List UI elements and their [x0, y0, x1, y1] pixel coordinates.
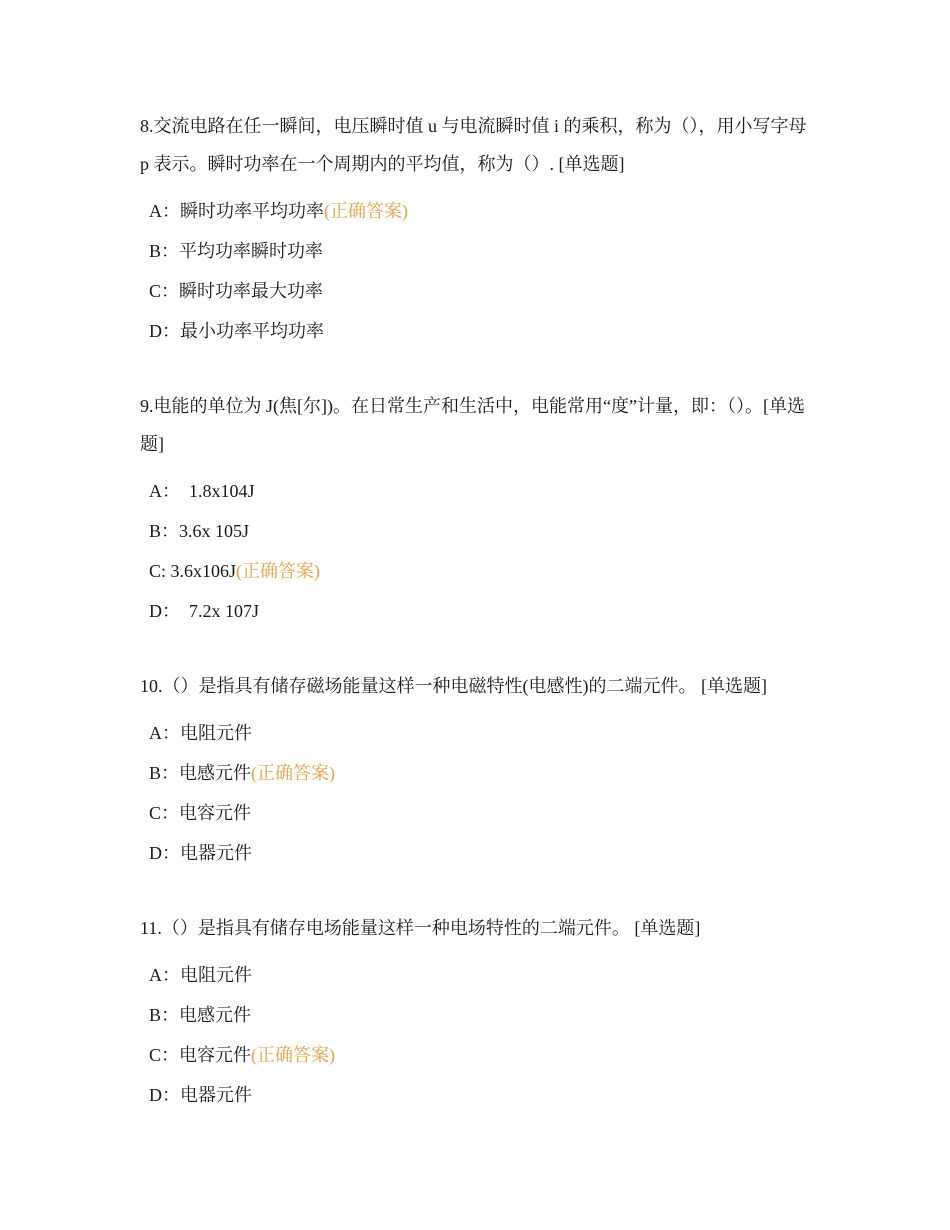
option-label: B：电感元件 [149, 1005, 252, 1025]
option-label: A： 1.8x104J [149, 481, 255, 501]
question-text: 9.电能的单位为 J(焦[尔])。在日常生产和生活中，电能常用“度”计量，即：（）。[单选题] [140, 396, 805, 454]
option-label: C：电容元件 [149, 1045, 252, 1065]
option-c [140, 793, 810, 833]
question-text: 8.交流电路在任一瞬间，电压瞬时值 u 与电流瞬时值 i 的乘积，称为（），用小写字母 p 表示。瞬时功率在一个周期内的平均值，称为（）. [单选题] [140, 116, 807, 174]
option-b [140, 511, 810, 551]
question-11 [140, 909, 810, 1115]
option-label: B：电感元件 [149, 763, 252, 783]
option-a [140, 955, 810, 995]
option-label: C：电容元件 [149, 803, 252, 823]
option-c [140, 271, 810, 311]
correct-answer-mark: (正确答案) [236, 561, 321, 581]
option-label: A：电阻元件 [149, 965, 252, 985]
option-b [140, 753, 810, 793]
option-label: D：最小功率平均功率 [149, 321, 324, 341]
option-list [140, 955, 810, 1115]
option-label: A：电阻元件 [149, 723, 252, 743]
question-text: 11.（）是指具有储存电场能量这样一种电场特性的二端元件。 [单选题] [140, 918, 701, 938]
option-label: B：平均功率瞬时功率 [149, 241, 324, 261]
question-10 [140, 667, 810, 873]
option-label: D： 7.2x 107J [149, 601, 260, 621]
option-label: D：电器元件 [149, 1085, 252, 1105]
option-d [140, 833, 810, 873]
option-list [140, 191, 810, 351]
option-a [140, 713, 810, 753]
correct-answer-mark: (正确答案) [324, 201, 408, 221]
option-label: B：3.6x 105J [149, 521, 250, 541]
option-label: C：瞬时功率最大功率 [149, 281, 324, 301]
option-c [140, 1035, 810, 1075]
question-9 [140, 387, 810, 631]
option-d [140, 311, 810, 351]
option-a [140, 471, 810, 511]
question-text: 10.（）是指具有储存磁场能量这样一种电磁特性(电感性)的二端元件。 [单选题] [140, 676, 767, 696]
option-label: C: 3.6x106J [149, 561, 237, 581]
option-a [140, 191, 810, 231]
correct-answer-mark: (正确答案) [251, 763, 336, 783]
option-label: D：电器元件 [149, 843, 252, 863]
option-label: A：瞬时功率平均功率 [149, 201, 324, 221]
option-b [140, 995, 810, 1035]
option-list [140, 713, 810, 873]
option-d [140, 591, 810, 631]
question-8 [140, 107, 810, 351]
option-d [140, 1075, 810, 1115]
option-b [140, 231, 810, 271]
option-c [140, 551, 810, 591]
option-list [140, 471, 810, 631]
correct-answer-mark: (正确答案) [251, 1045, 336, 1065]
